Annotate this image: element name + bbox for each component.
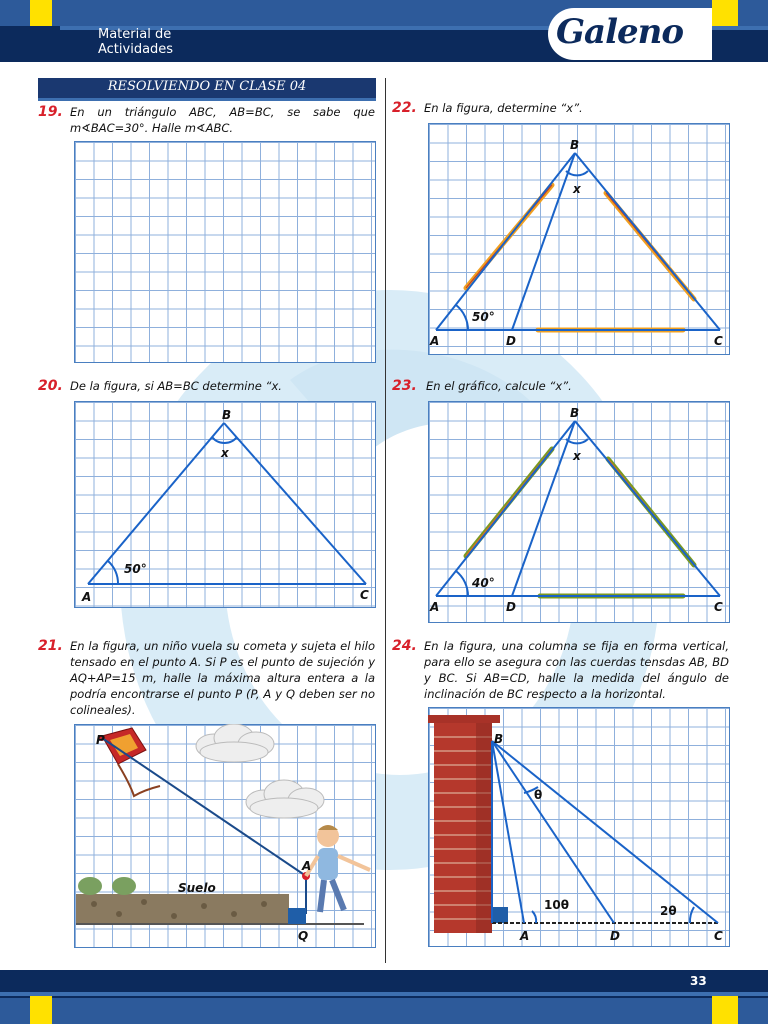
footer-stripe-light xyxy=(0,998,768,1024)
problem-19-grid xyxy=(74,141,376,363)
problem-20-figure xyxy=(74,401,374,606)
problem-20-number: 20. xyxy=(38,378,63,394)
problem-23-label-a: A xyxy=(430,600,440,614)
problem-24-label-b: B xyxy=(494,732,504,746)
problem-24-figure xyxy=(428,707,728,945)
problem-21-label-q: Q xyxy=(298,929,309,943)
problem-19-text: En un triángulo ABC, AB=BC, se sabe que m∢BAC=30°. Halle m∢ABC. xyxy=(70,105,375,135)
problem-24-text: En la figura, una columna se fija en forma vertical, para ello se asegura con las cuerdas tensdas AB, BD y BC. Si AB=CD, halle la medida del ángulo de inclinación de BC respecto a la horizontal. xyxy=(424,639,729,701)
problem-21-text: En la figura, un niño vuela su cometa y sujeta el hilo tensado en el punto A. Si P es el punto de sujeción y AQ+AP=15 m, halle la máxima altura entera a la podría encontrarse el punto P (P, A y Q deben ser no colineales). xyxy=(70,639,375,717)
problem-21-figure xyxy=(74,724,374,946)
problem-23-number: 23. xyxy=(392,378,417,394)
logo-text: Galeno xyxy=(556,12,684,52)
problem-22-label-x: x xyxy=(573,182,581,196)
problem-24-label-theta: θ xyxy=(534,788,543,802)
problem-23-label-d: D xyxy=(506,600,516,614)
problem-23-text: En el gráfico, calcule “x”. xyxy=(426,379,572,393)
problem-22-text: En la figura, determine “x”. xyxy=(424,101,583,115)
cloud-icon-2 xyxy=(246,780,324,818)
problem-22-label-c: C xyxy=(714,334,723,348)
problem-24-label-c: C xyxy=(714,929,723,943)
problem-24-number: 24. xyxy=(392,638,417,654)
problem-21-label-ground: Suelo xyxy=(178,881,216,895)
footer-yellow-block-right xyxy=(712,996,738,1024)
footer-bar xyxy=(0,970,768,1024)
header-yellow-block xyxy=(30,0,52,26)
page-number: 33 xyxy=(690,974,707,988)
problem-24-label-a: A xyxy=(520,929,530,943)
bush-icon xyxy=(78,877,136,895)
problem-22-label-angle: 50° xyxy=(472,310,495,324)
problem-20-label-b: B xyxy=(222,408,232,422)
header-title xyxy=(98,27,173,57)
problem-20-text: De la figura, si AB=BC determine “x. xyxy=(70,379,282,393)
section-title: RESOLVIENDO EN CLASE 04 xyxy=(107,79,307,94)
problem-22-label-d: D xyxy=(506,334,516,348)
problem-20-label-x: x xyxy=(221,446,229,460)
footer-yellow-block xyxy=(30,996,52,1024)
problem-21-label-p: P xyxy=(96,733,105,747)
problem-20-label-angle: 50° xyxy=(124,562,147,576)
header-title-line1: Material de xyxy=(98,27,172,42)
problem-20-label-a: A xyxy=(82,590,92,604)
ground-strip xyxy=(76,894,289,924)
header-bar xyxy=(0,0,768,62)
cloud-icon xyxy=(196,724,274,762)
problem-22-label-a: A xyxy=(430,334,440,348)
problem-22-number: 22. xyxy=(392,100,417,116)
problem-19-number: 19. xyxy=(38,104,63,120)
problem-23-label-x: x xyxy=(573,449,581,463)
problem-24-label-angle2: 2θ xyxy=(660,904,677,918)
problem-21-label-a: A xyxy=(302,859,312,873)
header-yellow-block-right xyxy=(712,0,738,26)
problem-23-label-c: C xyxy=(714,600,723,614)
brick-column-icon xyxy=(428,715,500,933)
footer-stripe xyxy=(0,992,768,996)
problem-24-label-angle1: 10θ xyxy=(544,898,569,912)
problem-22-label-b: B xyxy=(570,138,580,152)
column-divider xyxy=(385,78,386,963)
child-icon xyxy=(306,825,370,912)
kite-icon xyxy=(102,728,160,796)
header-title-line2: Actividades xyxy=(98,42,174,57)
problem-21-number: 21. xyxy=(38,638,63,654)
problem-20-label-c: C xyxy=(360,588,369,602)
problem-22-figure xyxy=(428,123,728,353)
problem-23-label-angle: 40° xyxy=(472,576,495,590)
problem-24-label-d: D xyxy=(610,929,620,943)
problem-23-figure xyxy=(428,401,728,621)
problem-23-label-b: B xyxy=(570,406,580,420)
